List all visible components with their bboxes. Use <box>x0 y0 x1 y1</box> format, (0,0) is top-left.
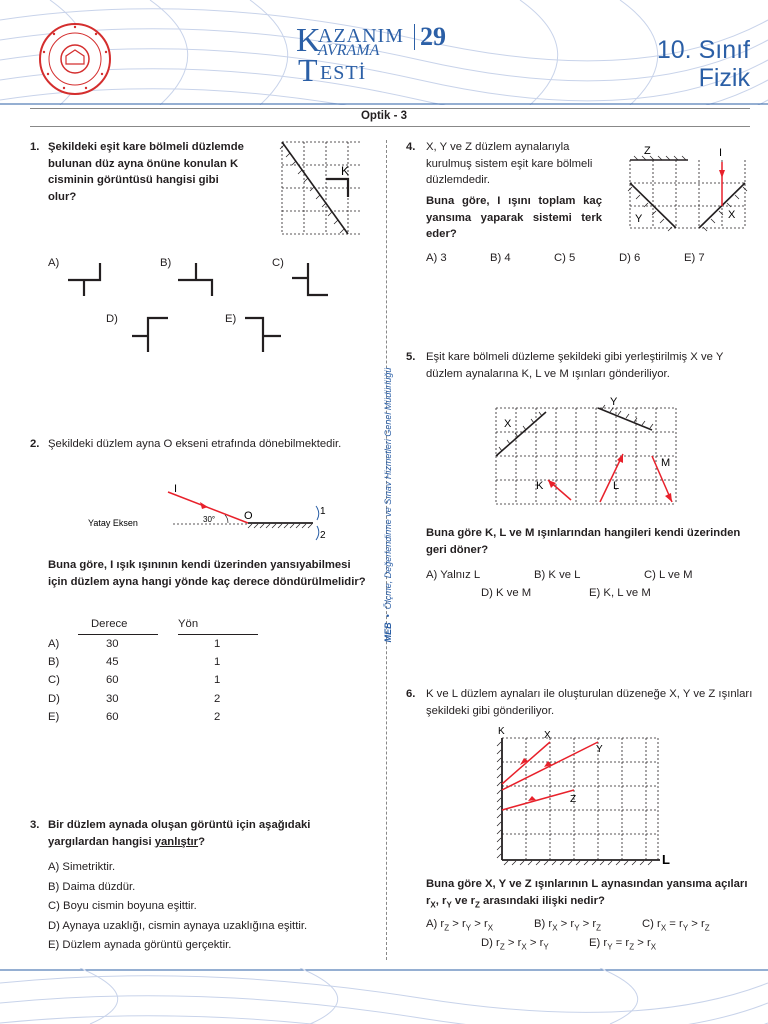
test-title-block <box>296 22 456 92</box>
q4-fig-z: Z <box>644 145 651 157</box>
title-k-letter: K <box>296 22 321 59</box>
q6-option-d[interactable]: D) $r_Z > r_X > r_Y$ <box>481 937 549 952</box>
ministry-seal-icon <box>38 22 112 96</box>
q5-figure <box>492 394 682 510</box>
q5-option-c[interactable]: C) L ve M <box>644 569 693 581</box>
q2-fig-axis: Yatay Eksen <box>88 518 138 528</box>
test-number: 29 <box>420 22 446 51</box>
title-esti: ESTİ <box>320 62 367 84</box>
q2-number: 2. <box>30 438 40 450</box>
q3-number: 3. <box>30 819 40 831</box>
q4-option-a[interactable]: A) 3 <box>426 252 447 264</box>
footer-pattern <box>0 968 768 1024</box>
q6-fig-k: K <box>498 726 505 737</box>
q2-fig-angle: 30° <box>203 515 216 524</box>
q5-option-e[interactable]: E) K, L ve M <box>589 587 651 599</box>
q4-option-d[interactable]: D) 6 <box>619 252 641 264</box>
q5-option-a[interactable]: A) Yalnız L <box>426 569 481 581</box>
q6-text: K ve L düzlem aynaları ile oluşturulan düzeneğe X, Y ve Z ışınları şekildeki gibi gönderiliyor. <box>426 688 753 717</box>
grade-subject <box>657 36 750 92</box>
q1-option-c-shape <box>290 260 340 300</box>
q2-fig-ray: I <box>174 483 178 495</box>
q1-figure <box>272 137 368 237</box>
title-testi: T <box>298 52 318 88</box>
q3-option-e[interactable]: E) Düzlem aynada görüntü gerçektir. <box>48 939 232 951</box>
q2-text: Şekildeki düzlem ayna O ekseni etrafında dönebilmektedir. <box>48 438 342 450</box>
topic-title: Optik - 3 <box>360 110 407 122</box>
q3-option-a[interactable]: A) Simetriktir. <box>48 861 116 873</box>
q3-option-c[interactable]: C) Boyu cismin boyuna eşittir. <box>48 900 197 912</box>
q5-fig-l: L <box>613 480 620 492</box>
q5-fig-m: M <box>661 457 671 469</box>
q1-text: Şekildeki eşit kare bölmeli düzlemde bulunan düz ayna önüne konulan K cisminin görüntüsü hangisi gibi olur? <box>48 141 244 203</box>
q2-figure <box>88 478 338 546</box>
q1-option-c[interactable]: C) <box>272 257 284 269</box>
q6-number: 6. <box>406 688 416 700</box>
side-dept: Ölçme, Değerlendirme ve Sınav Hizmetleri Genel Müdürlüğü <box>383 367 393 610</box>
q1-option-b-shape <box>176 260 226 300</box>
q4-fig-y: Y <box>635 213 643 225</box>
q1-option-e-shape <box>243 312 293 356</box>
q5-fig-k: K <box>536 480 544 492</box>
q6-option-a[interactable]: A) $r_Z > r_Y > r_X$ <box>426 918 494 933</box>
q2-header-deg: Derece <box>91 618 128 630</box>
q4-fig-i: I <box>719 147 723 159</box>
q4-number: 4. <box>406 141 416 153</box>
title-kavrama: AVRAMA <box>318 42 380 59</box>
q2-fig-dir2: 2 <box>320 530 326 541</box>
q3-option-d[interactable]: D) Aynaya uzaklığı, cismin aynaya uzaklığına eşittir. <box>48 919 308 932</box>
q1-option-a-shape <box>66 260 116 300</box>
q2-fig-dir1: 1 <box>320 506 326 517</box>
q2-fig-pivot: O <box>244 510 253 522</box>
q4-fig-x: X <box>728 209 736 221</box>
q5-text: Eşit kare bölmeli düzleme şekildeki gibi yerleştirilmiş X ve Y düzlem aynalarına K, L ve M ışınları gönderiliyor. <box>426 351 724 380</box>
q2-question: Buna göre, I ışık ışınının kendi üzerinden yansıyabilmesi için düzlem ayna hangi yönde kaç derece döndürülmelidir? <box>48 559 366 588</box>
q5-option-d[interactable]: D) K ve M <box>481 587 532 599</box>
q1-option-b[interactable]: B) <box>160 257 172 269</box>
q6-option-e[interactable]: E) $r_Y = r_Z > r_X$ <box>589 937 657 952</box>
side-caption: MEB • Ölçme, Değerlendirme ve Sınav Hizmetleri Genel Müdürlüğü <box>383 367 393 643</box>
q1-fig-label: K <box>341 164 350 178</box>
q6-fig-z: Z <box>570 794 577 805</box>
q4-option-b[interactable]: B) 4 <box>490 252 511 264</box>
q1-option-a[interactable]: A) <box>48 257 60 269</box>
q5-option-b[interactable]: B) K ve L <box>534 569 581 581</box>
q5-question: Buna göre K, L ve M ışınlarından hangileri kendi üzerinden geri döner? <box>426 527 741 556</box>
q1-number: 1. <box>30 141 40 153</box>
q4-figure <box>622 140 754 236</box>
q3-option-b[interactable]: B) Daima düzdür. <box>48 880 136 893</box>
q5-number: 5. <box>406 351 416 363</box>
q5-fig-y: Y <box>610 396 618 408</box>
q6-question: Buna göre X, Y ve Z ışınlarının L aynasından yansıma açıları $r_X$, $r_Y$ ve $r_Z$ arasındaki ilişki nedir? <box>426 878 748 909</box>
q1-option-d-shape <box>130 312 180 356</box>
q4-question: Buna göre, I ışını toplam kaç yansıma yaparak sistemi terk eder? <box>426 195 602 240</box>
side-meb: MEB <box>383 622 393 643</box>
q4-option-c[interactable]: C) 5 <box>554 252 576 264</box>
q6-option-b[interactable]: B) $r_X > r_Y > r_Z$ <box>534 918 602 933</box>
grade: 10. Sınıf <box>656 36 750 64</box>
title-kazanim: AZANIM <box>318 25 404 47</box>
subject: Fizik <box>698 64 750 92</box>
q1-option-d[interactable]: D) <box>106 313 118 325</box>
q6-figure <box>488 722 674 868</box>
q3-text: Bir düzlem aynada oluşan görüntü için aşağıdaki yargılardan hangisi yanlıştır? <box>48 819 311 848</box>
q6-fig-x: X <box>544 730 551 741</box>
q6-fig-l: L <box>662 852 670 867</box>
q5-fig-x: X <box>504 418 512 430</box>
q3-options <box>48 858 307 956</box>
q4-option-e[interactable]: E) 7 <box>684 252 705 264</box>
q2-header-dir: Yön <box>178 618 199 630</box>
q6-option-c[interactable]: C) $r_X = r_Y > r_Z$ <box>642 918 710 933</box>
q4-text: X, Y ve Z düzlem aynalarıyla kurulmuş sistem eşit kare bölmeli düzlemdedir. <box>426 141 593 186</box>
q6-fig-y: Y <box>596 744 603 755</box>
q1-option-e[interactable]: E) <box>225 313 237 325</box>
